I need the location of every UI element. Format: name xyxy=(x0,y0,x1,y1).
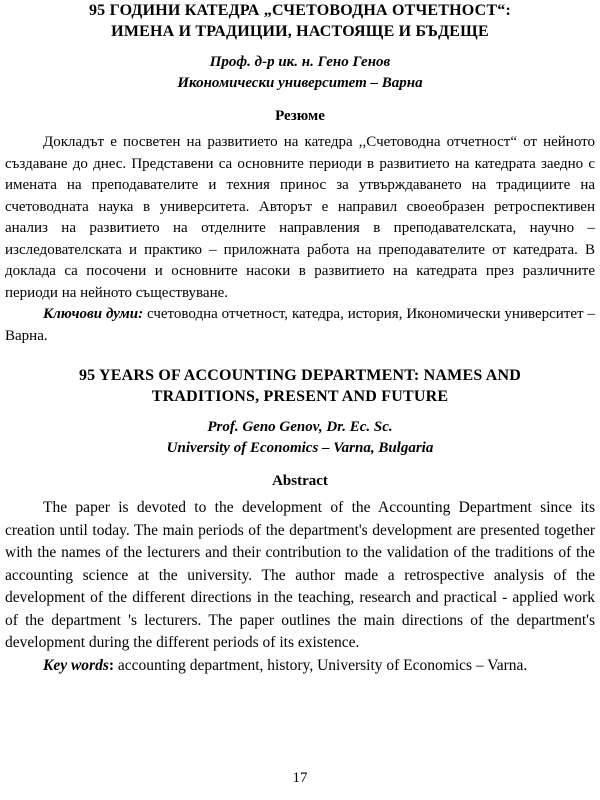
keywords-label-en: Key words xyxy=(43,656,109,674)
keywords-text-en: accounting department, history, University of Economics – Varna. xyxy=(117,656,528,674)
abstract-body-bg xyxy=(5,132,595,304)
affiliation-en: University of Economics – Varna, Bulgaria xyxy=(166,440,434,456)
title-bg-line-1: 95 ГОДИНИ КАТЕДРА „СЧЕТОВОДНА ОТЧЕТНОСТ“: xyxy=(88,2,511,19)
author-block-en xyxy=(5,417,595,459)
keywords-en xyxy=(5,655,595,678)
title-en xyxy=(5,365,595,407)
abstract-heading-bg: Резюме xyxy=(275,108,325,124)
abstract-text-en: The paper is devoted to the development of the Accounting Department since its creation until today. The main periods of the department's development are presented together with the names of the lecturers and their contribution to the validation of the traditions of the accounting science at the university. The author made a retrospective analysis of the development of the different directions in the teaching, research and practical - applied work of the department 's lecturers. The paper outlines the main directions of the department's development during the different periods of its existence. xyxy=(5,499,595,651)
abstract-body-en xyxy=(5,497,595,655)
keywords-colon-en: : xyxy=(108,656,115,674)
keywords-text-bg: счетоводна отчетност, катедра, история, Икономически университет – Варна. xyxy=(5,306,595,344)
author-name-bg: Проф. д-р ик. н. Гено Генов xyxy=(209,54,391,70)
title-en-line-1: 95 YEARS OF ACCOUNTING DEPARTMENT: NAMES AND xyxy=(78,367,522,384)
keywords-label-bg: Ключови думи: xyxy=(43,306,144,322)
page-number: 17 xyxy=(292,770,308,786)
title-bg xyxy=(5,0,595,42)
author-block-bg xyxy=(5,52,595,94)
title-en-line-2: TRADITIONS, PRESENT AND FUTURE xyxy=(151,388,449,405)
author-name-en: Prof. Geno Genov, Dr. Ec. Sc. xyxy=(207,419,393,435)
abstract-heading-en: Abstract xyxy=(272,473,328,489)
keywords-bg xyxy=(5,304,595,347)
title-bg-line-2: ИМЕНА И ТРАДИЦИИ, НАСТОЯЩЕ И БЪДЕЩЕ xyxy=(111,23,489,40)
affiliation-bg: Икономически университет – Варна xyxy=(177,75,423,91)
abstract-text-bg: Докладът е посветен на развитието на катедра ,,Счетоводна отчетност“ от нейното създаване до днес. Представени са основните периоди в развитието на катедрата заедно с имената на преподавателите и техния принос за утвърждаването на традициите на счетоводната наука в университета. Авторът е направил своеобразен ретроспективен анализ на развитието на отделните направления в преподавателската, научно – изследователската и практико – приложната работа на преподавателите от катедрата. В доклада са посочени и основните насоки в развитието на катедрата през различните периоди на нейното съществуване. xyxy=(5,134,595,301)
